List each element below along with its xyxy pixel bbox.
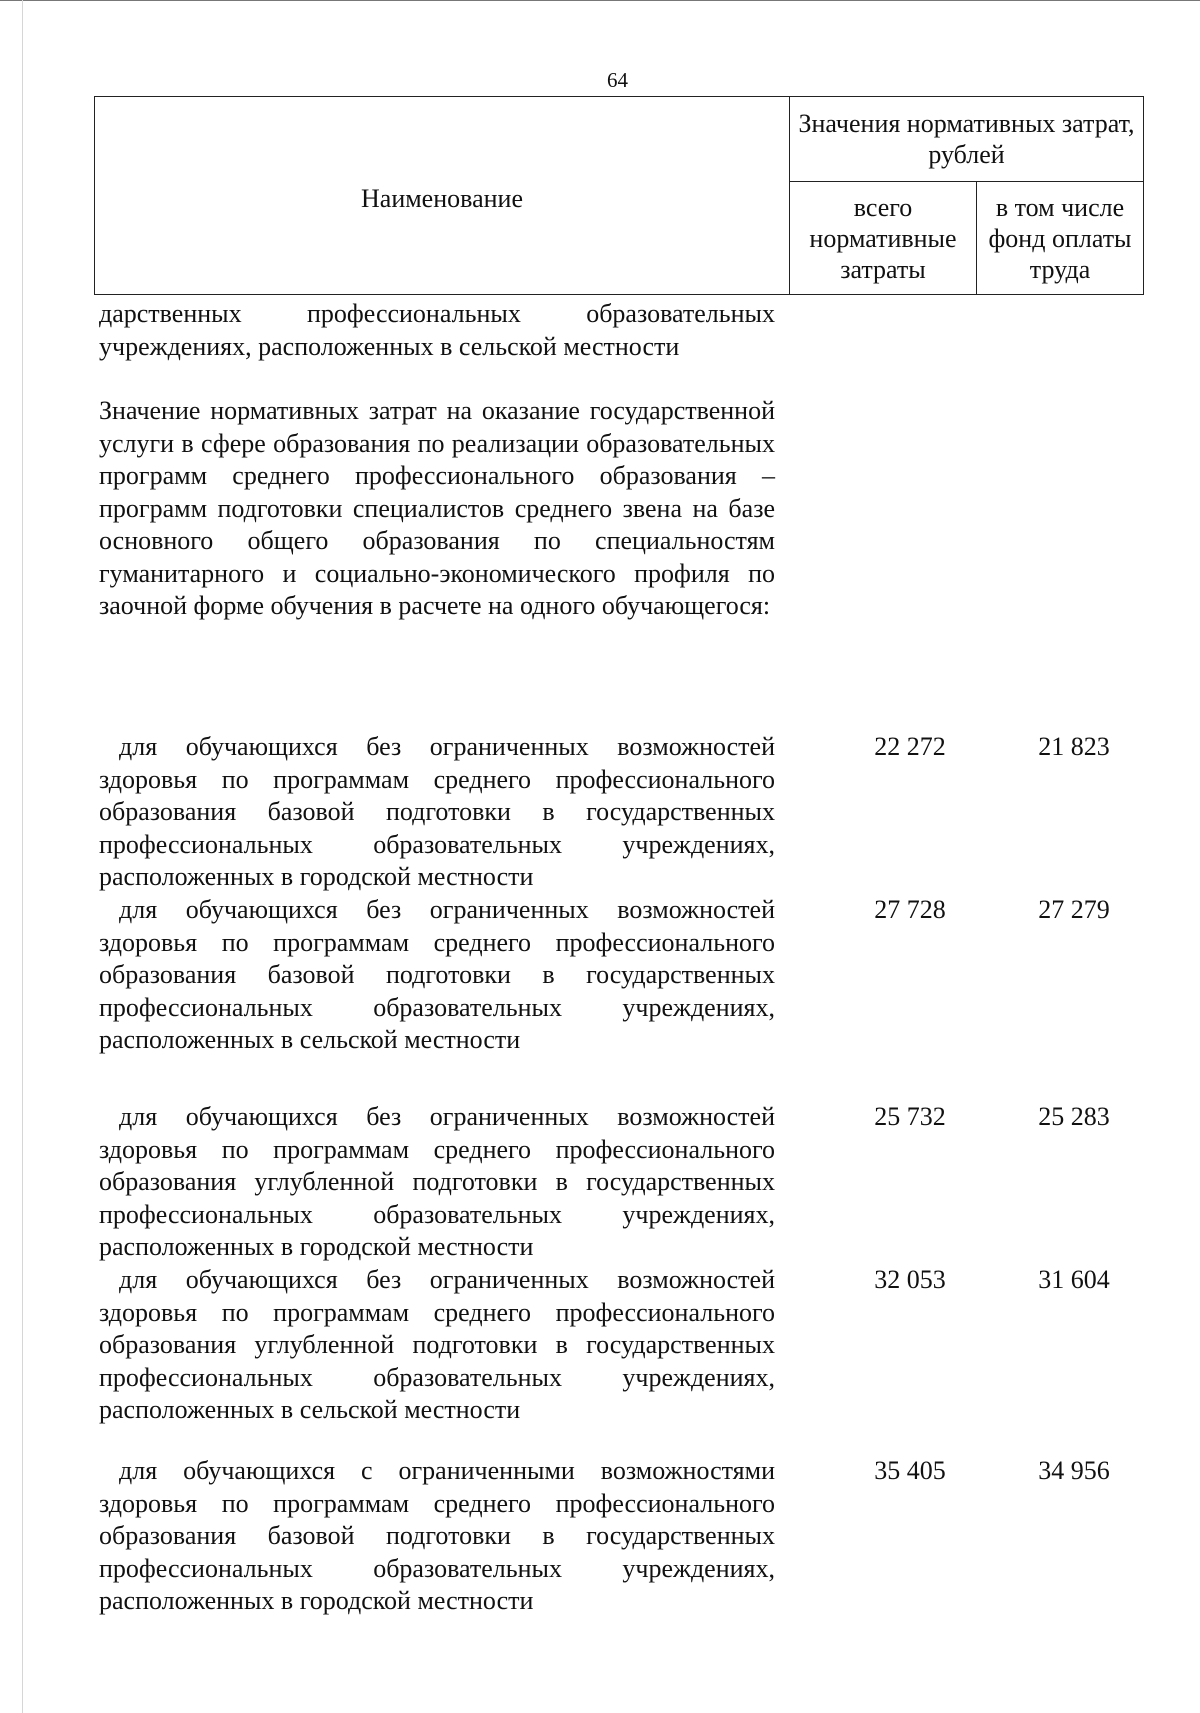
page-number: 64 <box>607 68 628 92</box>
row-fund-value: 21 823 <box>1038 732 1110 761</box>
row-total-value: 32 053 <box>874 1265 946 1294</box>
scan-left-edge <box>22 0 23 1713</box>
row-total-value: 35 405 <box>874 1456 946 1485</box>
row-total-value: 25 732 <box>874 1102 946 1131</box>
column-header-total: всего нормативные затраты <box>790 182 977 295</box>
row-total-value: 22 272 <box>874 732 946 761</box>
table-header <box>94 96 1144 295</box>
row-fund-value: 34 956 <box>1038 1456 1110 1485</box>
row-description: для обучающихся без ограниченных возможностей здоровья по программам среднего профессионального образования углубленной подготовки в государственных профессиональных образовательных учреждениях, расположенных в городской местности <box>99 1102 775 1261</box>
row-description: для обучающихся без ограниченных возможностей здоровья по программам среднего профессионального образования базовой подготовки в государственных профессиональных образовательных учреждениях, расположенных в городской местности <box>99 732 775 891</box>
row-total-value: 27 728 <box>874 895 946 924</box>
row-description: для обучающихся с ограниченными возможностями здоровья по программам среднего профессионального образования базовой подготовки в государственных профессиональных образовательных учреждениях, расположенных в городской местности <box>99 1456 775 1615</box>
column-header-name: Наименование <box>95 97 790 295</box>
row-fund-value: 31 604 <box>1038 1265 1110 1294</box>
column-header-group: Значения нормативных затрат, рублей <box>790 97 1144 182</box>
row-description: для обучающихся без ограниченных возможностей здоровья по программам среднего профессионального образования базовой подготовки в государственных профессиональных образовательных учреждениях, расположенных в сельской местности <box>99 895 775 1054</box>
scan-top-edge <box>0 0 1200 1</box>
column-header-fund: в том числе фонд оплаты труда <box>977 182 1144 295</box>
row-description: для обучающихся без ограниченных возможностей здоровья по программам среднего профессионального образования углубленной подготовки в государственных профессиональных образовательных учреждениях, расположенных в сельской местности <box>99 1265 775 1424</box>
row-fund-value: 27 279 <box>1038 895 1110 924</box>
section-intro: Значение нормативных затрат на оказание государственной услуги в сфере образования по реализации образовательных программ среднего профессионального образования – программ подготовки специалистов среднего звена на базе основного общего образования по специальностям гуманитарного и социально-экономического профиля по заочной форме обучения в расчете на одного обучающегося: <box>99 396 775 620</box>
row-fund-value: 25 283 <box>1038 1102 1110 1131</box>
continuation-text: дарственных профессиональных образовательных учреждениях, расположенных в сельской местности <box>99 299 775 361</box>
